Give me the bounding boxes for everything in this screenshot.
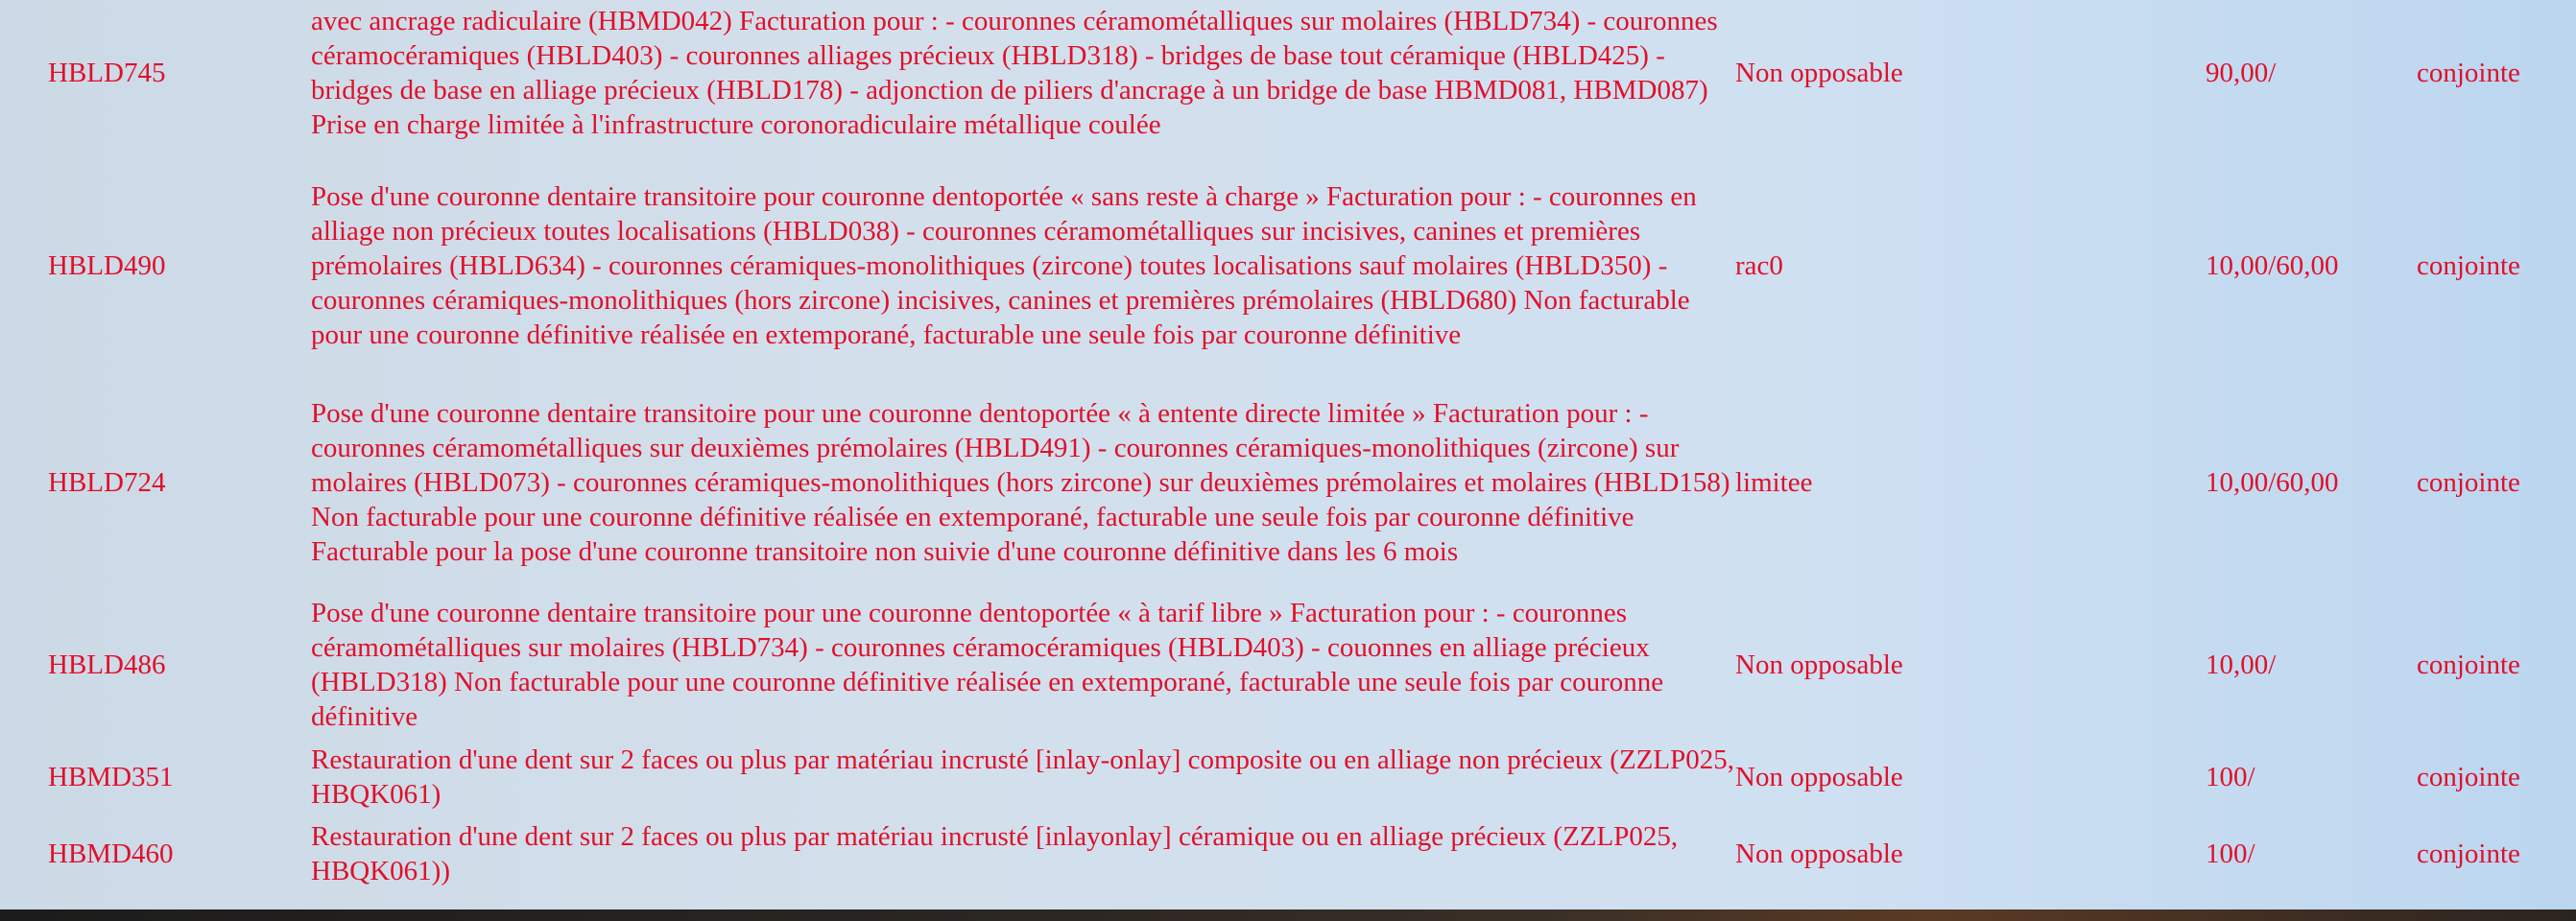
act-charge: conjointe xyxy=(2417,58,2520,88)
table-row xyxy=(48,591,2543,739)
act-charge: conjointe xyxy=(2417,250,2520,281)
table-row xyxy=(48,739,2543,815)
act-modality: Non opposable xyxy=(1735,838,1903,869)
act-description: Pose d'une couronne dentaire transitoire pour une couronne dentoportée « à tarif libre » Facturation pour : - couronnes céramométalliques sur molaires (HBLD734) - couronnes céramocéramiques (HBLD403) - couonnes en alliage précieux (HBLD318) Non facturable pour une couronne définitive réalisée en extemporané, facturable une seule fois par couronne définitive xyxy=(311,598,1664,732)
act-code: HBLD724 xyxy=(48,467,166,498)
act-charge: conjointe xyxy=(2417,467,2520,498)
act-modality: Non opposable xyxy=(1735,762,1903,792)
ccam-acts-table xyxy=(48,0,2543,892)
table-row xyxy=(48,815,2543,892)
act-modality: Non opposable xyxy=(1735,649,1903,680)
act-code: HBLD490 xyxy=(48,250,166,281)
act-description: Pose d'une couronne dentaire transitoire pour une couronne dentoportée « à entente directe limitée » Facturation pour : - couronnes céramométalliques sur deuxièmes prémolaires (HBLD491) - couronnes céramiques-monolithiques (zircone) sur molaires (HBLD073) - couronnes céramiques-monolithiques (hors zircone) sur deuxièmes prémolaires et molaires (HBLD158) Non facturable pour une couronne définitive réalisée en extemporané, facturable une seule fois par couronne définitive Facturable pour la pose d'une couronne transitoire non suivie d'une couronne définitive dans les 6 mois xyxy=(311,398,1730,567)
act-description: avec ancrage radiculaire (HBMD042) Facturation pour : - couronnes céramométalliques sur molaires (HBLD734) - couronnes céramocéramiques (HBLD403) - couronnes alliages précieux (HBLD318) - bridges de base tout céramique (HBLD425) - bridges de base en alliage précieux (HBLD178) - adjonction de piliers d'ancrage à un bridge de base HBMD081, HBMD087) Prise en charge limitée à l'infrastructure coronoradiculaire métallique coulée xyxy=(311,6,1718,140)
act-tariff: 10,00/60,00 xyxy=(2206,467,2339,498)
act-tariff: 90,00/ xyxy=(2206,58,2277,88)
act-tariff: 10,00/ xyxy=(2206,649,2277,680)
act-code: HBMD460 xyxy=(48,838,174,869)
act-modality: Non opposable xyxy=(1735,58,1903,88)
table-row xyxy=(48,0,2543,157)
act-description: Restauration d'une dent sur 2 faces ou plus par matériau incrusté [inlay-onlay] composite ou en alliage non précieux (ZZLP025, HBQK061) xyxy=(311,744,1734,810)
act-tariff: 10,00/60,00 xyxy=(2206,250,2339,281)
act-description: Restauration d'une dent sur 2 faces ou plus par matériau incrusté [inlayonlay] céramique ou en alliage précieux (ZZLP025, HBQK061)) xyxy=(311,821,1679,886)
act-code: HBMD351 xyxy=(48,762,174,792)
act-charge: conjointe xyxy=(2417,649,2520,680)
act-code: HBLD745 xyxy=(48,58,166,88)
act-description: Pose d'une couronne dentaire transitoire pour couronne dentoportée « sans reste à charge » Facturation pour : - couronnes en alliage non précieux toutes localisations (HBLD038) - couronnes céramométalliques sur incisives, canines et premières prémolaires (HBLD634) - couronnes céramiques-monolithiques (zircone) toutes localisations sauf molaires (HBLD350) - couronnes céramiques-monolithiques (hors zircone) incisives, canines et premières prémolaires (HBLD680) Non facturable pour une couronne définitive réalisée en extemporané, facturable une seule fois par couronne définitive xyxy=(311,181,1697,350)
act-modality: limitee xyxy=(1735,467,1813,498)
act-charge: conjointe xyxy=(2417,838,2520,869)
act-modality: rac0 xyxy=(1735,250,1783,281)
table-row xyxy=(48,374,2543,591)
act-charge: conjointe xyxy=(2417,762,2520,792)
footer-background-strip xyxy=(0,909,2576,921)
table-row xyxy=(48,157,2543,374)
act-tariff: 100/ xyxy=(2206,838,2255,869)
act-tariff: 100/ xyxy=(2206,762,2255,792)
act-code: HBLD486 xyxy=(48,649,166,680)
